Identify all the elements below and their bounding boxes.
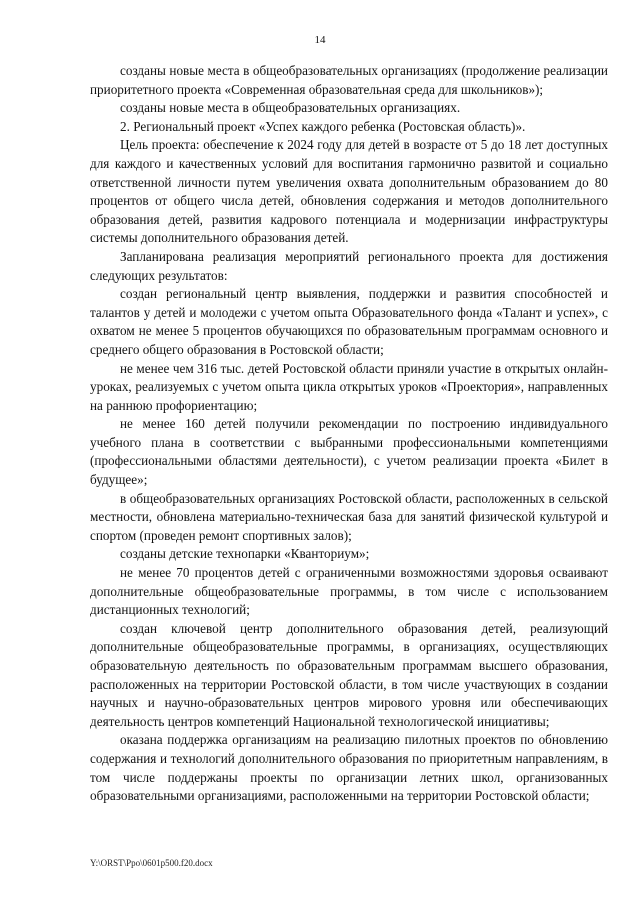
list-item: не менее 70 процентов детей с ограниченными возможностями здоровья осваивают дополнительные общеобразовательные программы, в том числе с использованием дистанционных технологий; — [90, 565, 608, 618]
file-path-footer: Y:\ORST\Ppo\0601p500.f20.docx — [90, 858, 213, 868]
paragraph: созданы новые места в общеобразовательных организациях. — [120, 100, 461, 116]
paragraph: созданы новые места в общеобразовательных организациях (продолжение реализации приоритетного проекта «Современная образовательная среда для школьников»); — [90, 63, 608, 97]
document-body — [90, 62, 608, 806]
list-item: оказана поддержка организациям на реализацию пилотных проектов по обновлению содержания и технологий дополнительного образования по приоритетным направлениям, в том числе поддержаны проекты по организации летних школ, организованных образовательными организациями, расположенными на территории Ростовской области; — [90, 732, 608, 804]
list-item: не менее 160 детей получили рекомендации по построению индивидуального учебного плана в соответствии с выбранными профессиональными компетенциями (профессиональными областями деятельности), с учетом реализации проекта «Билет в будущее»; — [90, 416, 608, 488]
list-item: созданы детские технопарки «Кванториум»; — [120, 546, 370, 562]
section-heading: 2. Региональный проект «Успех каждого ребенка (Ростовская область)». — [120, 118, 526, 134]
paragraph: Запланирована реализация мероприятий регионального проекта для достижения следующих результатов: — [90, 248, 608, 283]
list-item: создан ключевой центр дополнительного образования детей, реализующий дополнительные общеобразовательные программы, в организациях, осуществляющих образовательную деятельность по образовательным программам высшего образования, расположенных на территории Ростовской области, в том числе участвующих в создании научных и научно-образовательных центров мирового уровня или обеспечивающих деятельность центров компетенций Национальной технологической инициативы; — [90, 620, 608, 729]
list-item: в общеобразовательных организациях Ростовской области, расположенных в сельской местности, обновлена материально-техническая база для занятий физической культурой и спортом (проведен ремонт спортивных залов); — [90, 490, 608, 543]
list-item: создан региональный центр выявления, поддержки и развития способностей и талантов у детей и молодежи с учетом опыта Образовательного фонда «Талант и успех», с охватом не менее 5 процентов обучающихся по образовательным программам основного и среднего общего образования в Ростовской области; — [90, 286, 608, 357]
page-number: 14 — [314, 34, 326, 46]
list-item: не менее чем 316 тыс. детей Ростовской области приняли участие в открытых онлайн-уроках, реализуемых с учетом опыта цикла открытых уроков «Проектория», направленных на раннюю профориентацию; — [90, 360, 608, 413]
paragraph: Цель проекта: обеспечение к 2024 году для детей в возрасте от 5 до 18 лет доступных для каждого и качественных условий для воспитания гармонично развитой и социально ответственной личности путем увеличения охвата дополнительным образованием до 80 процентов от общего числа детей, обновления содержания и методов дополнительного образования детей, развития кадрового потенциала и модернизации инфраструктуры системы дополнительного образования детей. — [90, 137, 608, 246]
